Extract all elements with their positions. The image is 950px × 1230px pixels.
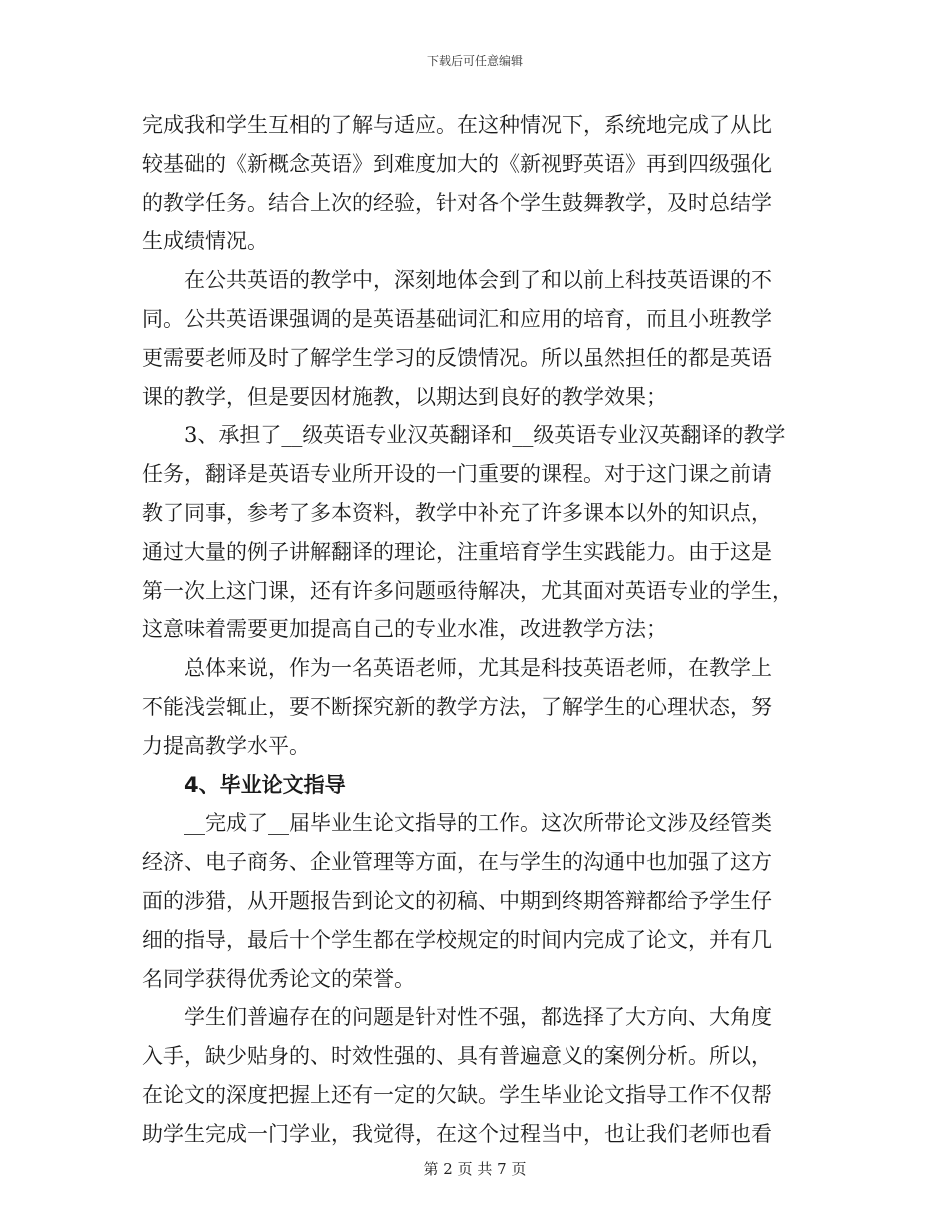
text-line: 课的教学，但是要因材施教，以期达到良好的教学效果； <box>142 384 667 409</box>
page-header: 下载后可任意编辑 <box>426 54 523 68</box>
text-line: 这意味着需要更加提高自己的专业水准，改进教学方法； <box>142 617 667 642</box>
text-line: 细的指导，最后十个学生都在学校规定的时间内完成了论文，并有几 <box>142 927 772 952</box>
text-line: 通过大量的例子讲解翻译的理论，注重培育学生实践能力。由于这是 <box>142 539 772 564</box>
text-line: 助学生完成一门学业，我觉得，在这个过程当中，也让我们老师也看 <box>142 1121 772 1146</box>
text-line: 总体来说，作为一名英语老师，尤其是科技英语老师，在教学上 <box>184 656 772 681</box>
paragraph <box>142 416 810 649</box>
text-line: 教了同事，参考了多本资料，教学中补充了许多课本以外的知识点， <box>142 500 772 525</box>
page-footer: 第 2 页 共 7 页 <box>423 1160 527 1178</box>
text-line: __完成了__届毕业生论文指导的工作。这次所带论文涉及经管类 <box>184 811 772 836</box>
text-line: 在公共英语的教学中，深刻地体会到了和以前上科技英语课的不 <box>184 268 772 293</box>
paragraph <box>142 804 810 998</box>
text-line: 面的涉猎，从开题报告到论文的初稿、中期到终期答辩都给予学生仔 <box>142 888 772 913</box>
text-line: 3、承担了__级英语专业汉英翻译和__级英语专业汉英翻译的教学 <box>184 423 786 448</box>
text-line: 学生们普遍存在的问题是针对性不强，都选择了大方向、大角度 <box>184 1005 772 1030</box>
text-line: 第一次上这门课，还有许多问题亟待解决，尤其面对英语专业的学生， <box>142 578 793 603</box>
document-body <box>142 106 810 1154</box>
text-line: 任务，翻译是英语专业所开设的一门重要的课程。对于这门课之前请 <box>142 462 772 487</box>
paragraph <box>142 649 810 765</box>
text-line: 经济、电子商务、企业管理等方面，在与学生的沟通中也加强了这方 <box>142 850 772 875</box>
paragraph-group-2 <box>142 804 810 1153</box>
text-line: 不能浅尝辄止，要不断探究新的教学方法，了解学生的心理状态，努 <box>142 694 772 719</box>
text-line: 生成绩情况。 <box>142 229 268 254</box>
text-line: 入手，缺少贴身的、时效性强的、具有普遍意义的案例分析。所以， <box>142 1044 772 1069</box>
section-heading: 4、毕业论文指导 <box>184 772 346 797</box>
text-line: 完成我和学生互相的了解与适应。在这种情况下，系统地完成了从比 <box>142 113 772 137</box>
text-line: 名同学获得优秀论文的荣誉。 <box>142 966 415 991</box>
text-line: 更需要老师及时了解学生学习的反馈情况。所以虽然担任的都是英语 <box>142 345 772 370</box>
text-line: 同。公共英语课强调的是英语基础词汇和应用的培育，而且小班教学 <box>142 306 772 331</box>
paragraph <box>142 106 810 261</box>
paragraph-group-1 <box>142 106 810 766</box>
text-line: 较基础的《新概念英语》到难度加大的《新视野英语》再到四级强化 <box>142 151 772 176</box>
text-line: 的教学任务。结合上次的经验，针对各个学生鼓舞教学，及时总结学 <box>142 190 772 215</box>
paragraph <box>142 998 810 1153</box>
text-line: 在论文的深度把握上还有一定的欠缺。学生毕业论文指导工作不仅帮 <box>142 1082 772 1107</box>
paragraph <box>142 261 810 416</box>
text-line: 力提高教学水平。 <box>142 733 310 758</box>
